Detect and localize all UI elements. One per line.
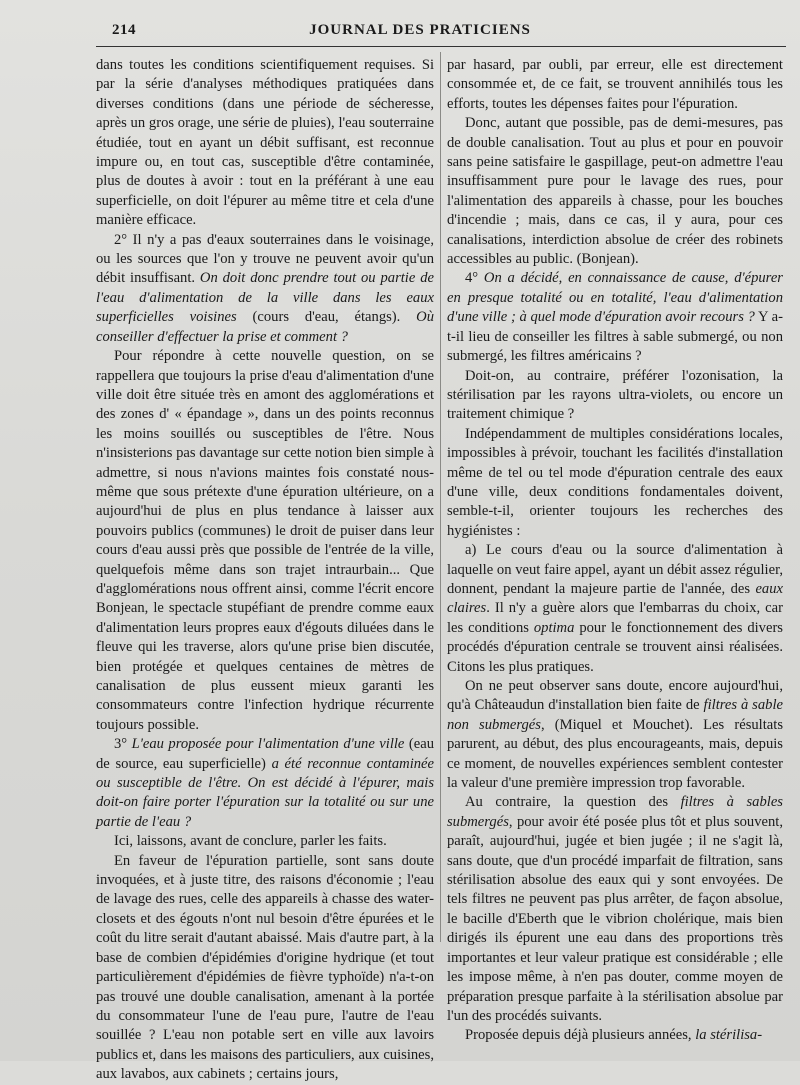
paragraph <box>447 1026 783 1045</box>
paragraph <box>447 269 783 366</box>
italic-text: On doit donc prendre tout ou partie de l'eau d'alimentation de la ville dans les eaux superficielles voisines <box>96 270 434 326</box>
paragraph: Pour répondre à cette nouvelle question, on se rappellera que toujours la prise d'eau d'alimentation d'une ville doit être située très en amont des agglomérations et des zones d' « épandage », dans un des points reconnus les moins souillés ou susceptibles de l'être. Nous n'insisterions pas davantage sur cette notion bien simple à admettre, si nous n'avions maintes fois constaté nous-même que sous prétexte d'une épuration ultérieure, on a aujourd'hui de plus en plus tendance à laisser aux pouvoirs publics (communes) le droit de puiser dans leur cours d'eau aussi près que possible de l'entrée de la ville, quelquefois même dans son trajet intraurbain... Que d'agglomérations nous offrent ainsi, comme l'écrit encore Bonjean, le spectacle stupéfiant de prendre comme eaux d'alimentation leurs propres eaux d'égouts diluées dans le fleuve qui les traverse, alors qu'une prise bien discutée, bien protégée et quelques centaines de mètres de canalisation de plus eussent mieux garanti les consommateurs contre l'infection hydrique récurrente toujours possible. <box>96 348 434 733</box>
paragraph: En faveur de l'épuration partielle, sont sans doute invoquées, et à juste titre, des raisons d'économie ; l'eau de lavage des rues, celle des appareils à chasse des water-closets et des égouts n'ont nul besoin d'être épurées et le coût du litre serait d'autant abaissé. Mais d'autre part, à la base de combien d'épidémies d'origine hydrique (et tout particulièrement d'épidémies de fièvre typhoïde) n'a-t-on pas trouvé une double canalisation, amenant à la portée du consommateur l'une de l'eau pure, l'autre de l'eau souillée ? L'eau non potable sert en ville aux lavoirs publics et, dans les maisons des particuliers, aux cuisines, aux lavabos, aux cabinets ; certains jours, <box>96 852 434 1083</box>
left-column <box>96 56 434 1085</box>
italic-text: Où conseiller d'effectuer la prise et comment ? <box>96 309 434 345</box>
paragraph <box>96 735 434 832</box>
text-run: pour le fonctionnement des divers procédés d'épuration centrale se trouvent ainsi réalisées. Citons les plus pratiques. <box>447 619 783 675</box>
text-run: (eau de source, eau superficielle) <box>96 736 434 772</box>
italic-text: filtres à sable non submergés <box>447 697 783 733</box>
paragraph: Doit-on, au contraire, préférer l'ozonisation, la stérilisation par les rayons ultra-violets, ou encore un traitement chimique ? <box>447 367 783 423</box>
paragraph <box>447 541 783 677</box>
text-run: 4° <box>465 270 484 287</box>
column-divider <box>440 52 441 942</box>
italic-text: On a décidé, en connaissance de cause, d'épurer en presque totalité ou en totalité, l'eau d'alimentation d'une ville ; à quel mode d'épuration avoir recours ? <box>447 270 783 326</box>
text-run: (cours d'eau, étangs). <box>236 309 417 326</box>
italic-text: eaux claires <box>447 580 783 617</box>
text-run: , pour avoir été posée plus tôt et plus souvent, paraît, aujourd'hui, jugée et bien jugée ; il ne s'agit là, sans doute, que d'un procédé imparfait de filtration, sans stérilisation absolue des eaux qui y sont envoyées. De tels filtres ne peuvent pas plus arrêter, de façon absolue, le bacille d'Eberth que le vibrion cholérique, mais bien dirigés ils épurent une eau dans des proportions très importantes et leur valeur pratique est considérable ; elle les impose même, à n'en pas douter, comme moyen de préparation presque parfaite à la stérilisation absolue par l'un des procédés suivants. <box>447 813 783 1024</box>
paragraph: Donc, autant que possible, pas de demi-mesures, pas de double canalisation. Tout au plus et pour en pouvoir sans peine satisfaire le gaspillage, peut-on admettre l'eau insuffisamment pure pour le lavage des rues, pour l'alimentation des appareils à chasse, pour les bouches d'incendie ; mais, dans ce cas, il y aura, pour ces canalisations, interdiction absolue de créer des robinets accessibles au public. (Bonjean). <box>447 115 783 268</box>
text-run: 3° <box>114 736 132 753</box>
page-header <box>0 22 800 42</box>
text-run: Au contraire, la question des <box>465 794 681 811</box>
paragraph <box>96 231 434 347</box>
text-run: 2° Il n'y a pas d'eaux souterraines dans le voisinage, ou les sources que l'on y trouve ne peuvent avoir qu'un débit insuffisant. <box>96 231 434 287</box>
right-column <box>447 56 783 1046</box>
paragraph: Indépendamment de multiples considérations locales, impossibles à prévoir, touchant les facilités d'installation même de tel ou tel mode d'épuration centrale des eaux d'une ville, deux conditions fondamentales doivent, semble-t-il, orienter toujours les recherches des hygiénistes : <box>447 425 783 539</box>
paragraph <box>447 793 783 1026</box>
italic-text: filtres à sables submergés <box>447 794 783 830</box>
italic-text: a été reconnue contaminée ou susceptible de l'être. On est décidé à l'épurer, mais doit-on faire porter l'épuration sur la totalité ou sur une partie de l'eau ? <box>96 755 435 830</box>
text-run: . Il n'y a guère alors que l'embarras du choix, car les conditions <box>447 600 783 636</box>
text-run: Proposée depuis déjà plusieurs années, <box>465 1027 696 1044</box>
paragraph: par hasard, par oubli, par erreur, elle est directement consommée et, de ce fait, se trouvent annihilés tous les efforts, toutes les dépenses faites pour l'épuration. <box>447 57 783 112</box>
italic-text: la stérilisa- <box>695 1027 763 1044</box>
text-run: Y a-t-il lieu de conseiller les filtres à sable submergé, ou non submergé, les filtres américains ? <box>447 309 783 365</box>
paragraph: Ici, laissons, avant de conclure, parler les faits. <box>114 833 387 850</box>
text-run: , (Miquel et Mouchet). Les résultats parurent, au début, des plus encourageants, mais, depuis ce moment, de nouvelles expériences semblent contester la valeur d'une première impression trop favorable. <box>447 716 784 792</box>
paragraph <box>447 677 783 793</box>
header-rule <box>96 46 786 47</box>
italic-text: optima <box>533 619 575 636</box>
journal-title: JOURNAL DES PRATICIENS <box>309 22 531 38</box>
text-run: On ne peut observer sans doute, encore aujourd'hui, qu'à Châteaudun d'installation bien faite de <box>447 678 783 714</box>
paragraph: dans toutes les conditions scientifiquement requises. Si par la série d'analyses méthodiques pratiquées dans diverses conditions (dans une période de sécheresse, après un gros orage, une série de pluies), l'eau souterraine étudiée, tout en ayant un débit suffisant, est reconnue impure ou, en tout cas, susceptible d'être contaminée, plus de doutes à avoir : tout en la préférant à une eau superficielle, on doit l'épurer au même titre et cela d'une manière efficace. <box>96 57 434 229</box>
page-number: 214 <box>112 22 136 38</box>
text-run: a) Le cours d'eau ou la source d'alimentation à laquelle on veut faire appel, ayant un débit assez régulier, donnent, pendant la majeure partie de l'année, des <box>447 542 783 597</box>
italic-text: L'eau proposée pour l'alimentation d'une ville <box>131 736 405 753</box>
